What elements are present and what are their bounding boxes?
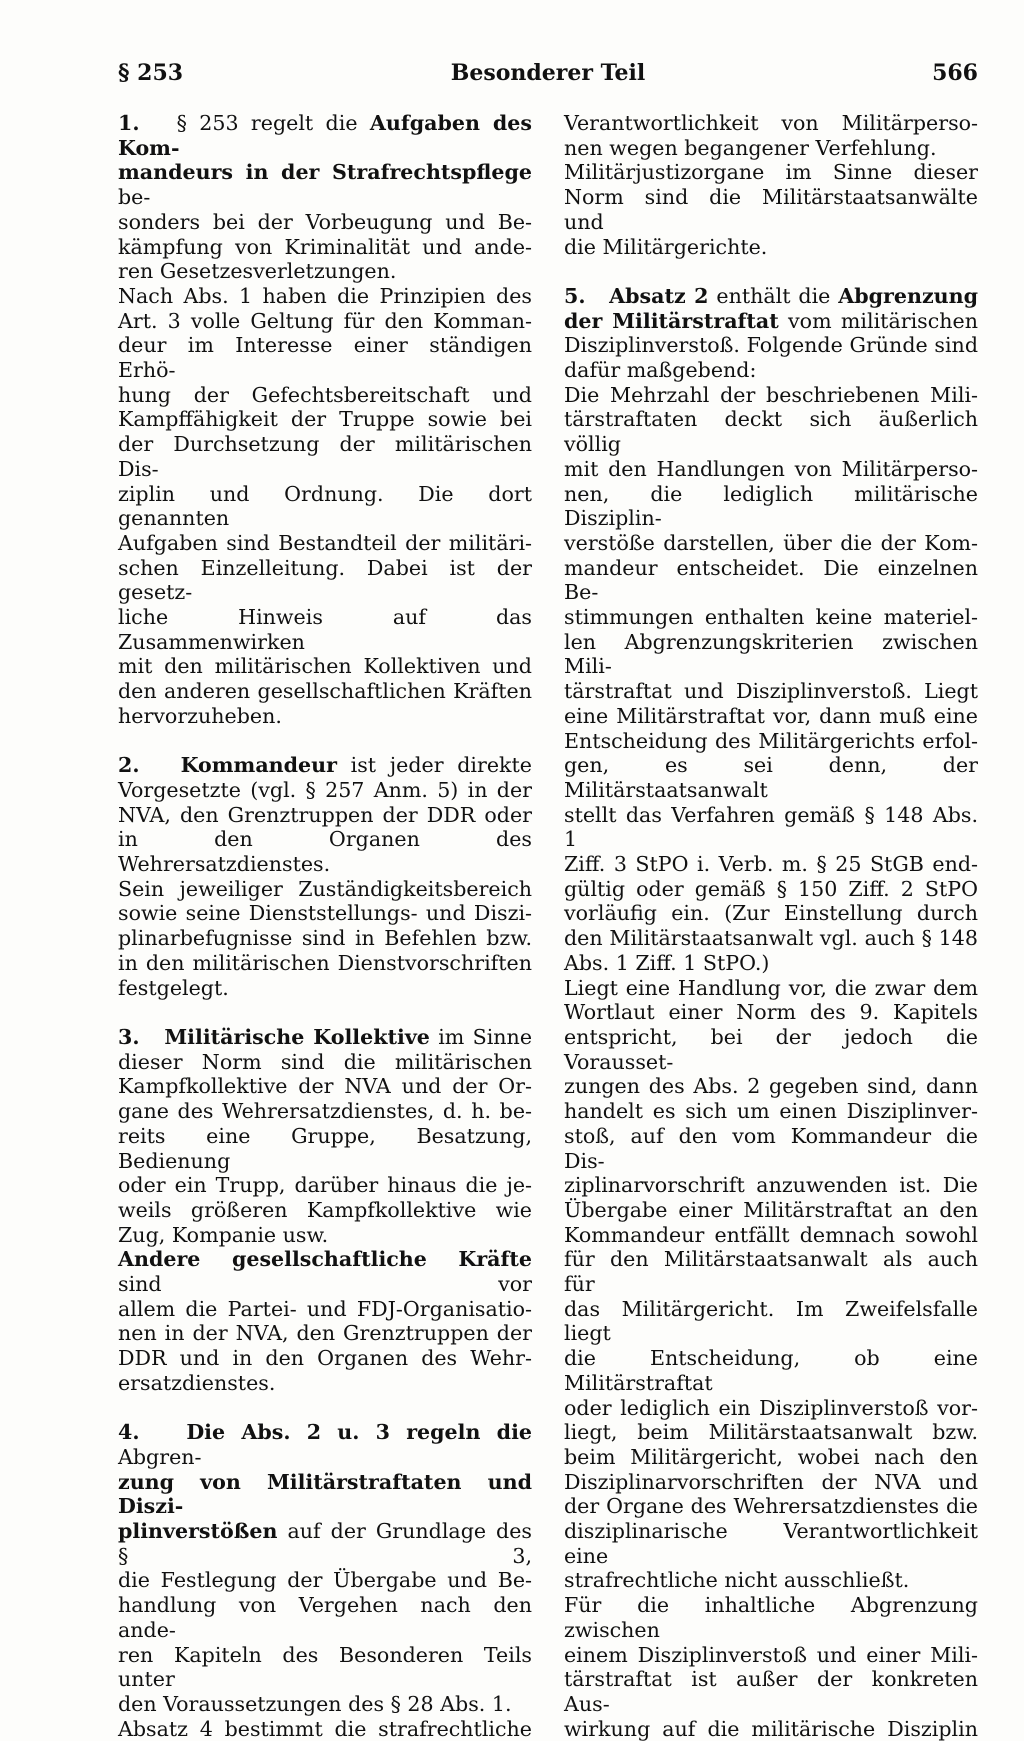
- paragraph-5-body: Die Mehrzahl der beschriebenen Mili- tärstraftaten deckt sich äußerlich völlig mit den Handlungen von Militärperso- nen, die lediglich militärische Disziplin- verstöße darstellen, über die der Kom- mandeur entscheidet. Die einzelnen Be- stimmungen enthalten keine materiel- len Abgrenzungskriterien zwischen Mili- tärstraftat und Disziplinverstoß. Liegt eine Militärstraftat vor, dann muß eine Entscheidung des Militärgerichts erfol- gen, es sei denn, der Militärstaatsanwalt stellt das Verfahren gemäß § 148 Abs. 1 Ziff. 3 StPO i. Verb. m. § 25 StGB end- gültig oder gemäß § 150 Ziff. 2 StPO vorläufig ein. (Zur Einstellung durch den Militärstaatsanwalt vgl. auch § 148 Abs. 1 Ziff. 1 StPO.): [564, 382, 978, 975]
- section-number: § 253: [118, 60, 184, 86]
- paragraph-4-continued-2: Verantwortlichkeit von Militärperso- nen wegen begangener Verfehlung. Militärjustizorgane im Sinne dieser Norm sind die Militärstaatsanwälte und die Militärgerichte.: [564, 111, 978, 259]
- paragraph-4-continued: Absatz 4 bestimmt die strafrechtliche: [118, 1716, 532, 1741]
- right-column: [564, 111, 978, 1741]
- paragraph-5-continued: Liegt eine Handlung vor, die zwar dem Wortlaut einer Norm des 9. Kapitels entspricht, bei der jedoch die Vorausset- zungen des Abs. 2 gegeben sind, dann handelt es sich um einen Disziplinver- stoß, auf den vom Kommandeur die Dis- ziplinarvorschrift anzuwenden ist. Die Übergabe einer Militärstraftat an den Kommandeur entfällt demnach sowohl für den Militärstaatsanwalt als auch für das Militärgericht. Im Zweifelsfalle liegt die Entscheidung, ob eine Militärstraftat oder lediglich ein Disziplinverstoß vor- liegt, beim Militärstaatsanwalt bzw. beim Militärgericht, wobei nach den Disziplinarvorschriften der NVA und der Organe des Wehrersatzdienstes die disziplinarische Verantwortlichkeit eine strafrechtliche nicht ausschließt.: [564, 975, 978, 1593]
- paragraph-1: 1. § 253 regelt die Aufgaben des Kom- mandeurs in der Strafrechtspflege be- sonders bei der Vorbeugung und Be- kämpfung von Kriminalität und ande- ren Gesetzesverletzungen.: [118, 111, 533, 284]
- paragraph-4: 4. Die Abs. 2 u. 3 regeln die Abgren- zung von Militärstraftaten und Diszi- plinverstößen auf der Grundlage des § 3, die Festlegung der Übergabe und Be- handlung von Vergehen nach den ande- ren Kapiteln des Besonderen Teils unter den Voraussetzungen des § 28 Abs. 1.: [118, 1420, 533, 1716]
- paragraph-1-continued: Nach Abs. 1 haben die Prinzipien des Art. 3 volle Geltung für den Komman- deur im Interesse einer ständigen Erhö- hung der Gefechtsbereitschaft und Kampffähigkeit der Truppe sowie bei der Durchsetzung der militärischen Dis- ziplin und Ordnung. Die dort genannten Aufgaben sind Bestandteil der militäri- schen Einzelleitung. Dabei ist der gesetz- liche Hinweis auf das Zusammenwirken mit den militärischen Kollektiven und den anderen gesellschaftlichen Kräften hervorzuheben.: [118, 283, 532, 728]
- paragraph-number: 5.: [564, 283, 586, 308]
- paragraph-number: 2.: [118, 753, 140, 778]
- paragraph-3: 3. Militärische Kollektive im Sinne dieser Norm sind die militärischen Kampfkollektive der NVA und der Or- gane des Wehrersatzdienstes, d. h. be- reits eine Gruppe, Besatzung, Bedienung oder ein Trupp, darüber hinaus die je- weils größeren Kampfkollektive wie Zug, Kompanie usw.: [118, 1024, 533, 1247]
- defined-term: Andere gesellschaftliche Kräfte: [118, 1247, 532, 1272]
- paragraph-number: 3.: [118, 1024, 140, 1049]
- paragraph-number: 1.: [118, 111, 140, 135]
- page-number: 566: [932, 60, 978, 86]
- running-title: Besonderer Teil: [450, 60, 646, 86]
- paragraph-number: 4.: [118, 1420, 140, 1445]
- paragraph-5-continued-2: Für die inhaltliche Abgrenzung zwischen einem Disziplinverstoß und einer Mili- tärstraftat ist außer der konkreten Aus- wirkung auf die militärische Disziplin: [564, 1593, 978, 1741]
- paragraph-3-continued: Andere gesellschaftliche Kräfte sind vor allem die Partei- und FDJ-Organisatio- nen in der NVA, den Grenztruppen der DDR und in den Organen des Wehr- ersatzdienstes.: [118, 1247, 532, 1395]
- defined-term: Militärische Kollektive: [164, 1024, 430, 1049]
- paragraph-2: 2. Kommandeur ist jeder direkte Vorgesetzte (vgl. § 257 Anm. 5) in der NVA, den Grenztruppen der DDR oder in den Organen des Wehrersatzdienstes. Sein jeweiliger Zuständigkeitsbereich sowie seine Dienststellungs- und Diszi- plinarbefugnisse sind in Befehlen bzw. in den militärischen Dienstvorschriften festgelegt.: [118, 753, 532, 1000]
- paragraph-5: 5. Absatz 2 enthält die Abgrenzung der Militärstraftat vom militärischen Disziplinverstoß. Folgende Gründe sind dafür maßgebend:: [564, 283, 978, 383]
- defined-term: Kommandeur: [180, 753, 337, 778]
- left-column: [118, 111, 532, 1741]
- page-header: [118, 60, 978, 94]
